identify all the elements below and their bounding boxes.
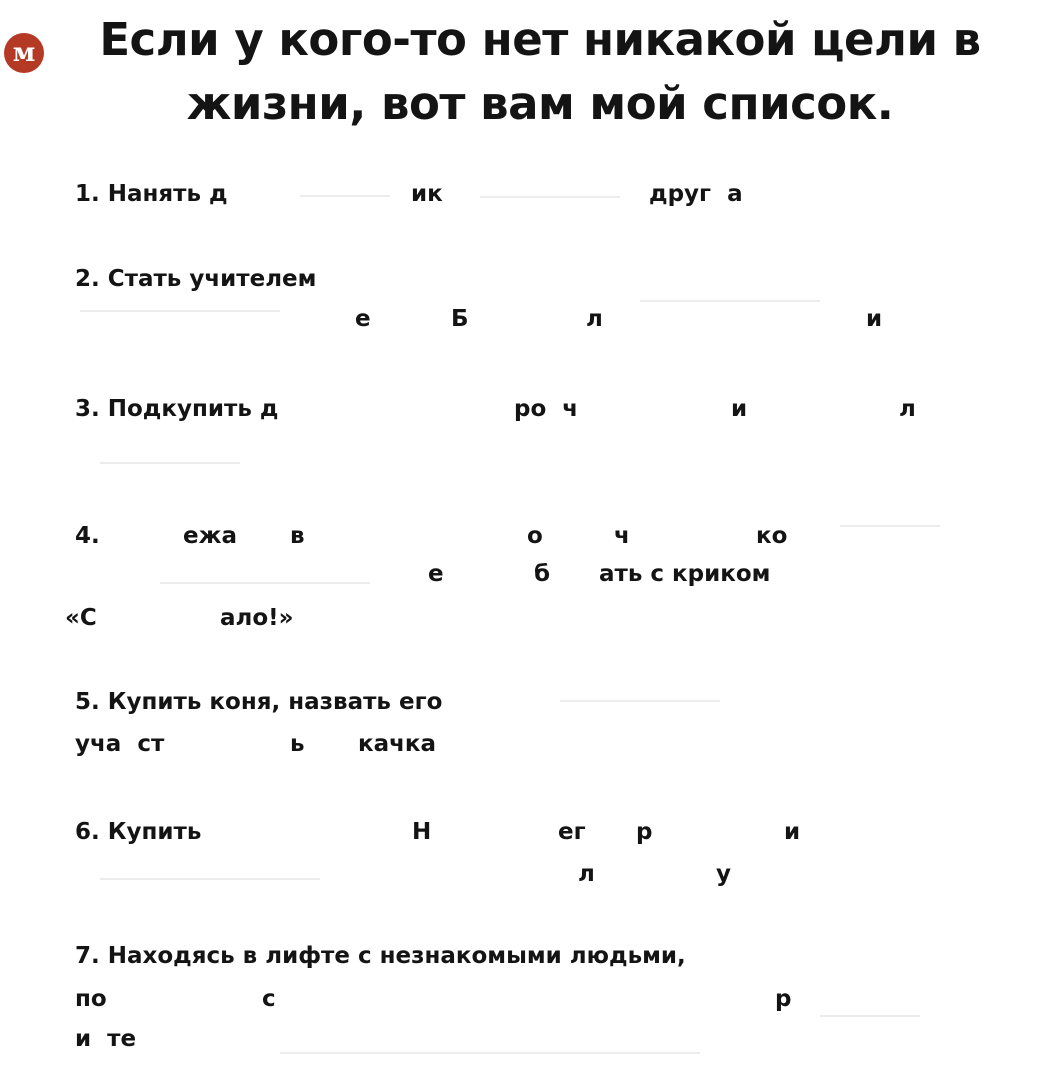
list-item-4-text: е [428, 561, 444, 587]
faded-text [560, 700, 720, 702]
list-item-7-text: по [75, 986, 107, 1012]
list-item-3-text: и [731, 396, 748, 422]
faded-text [100, 878, 320, 880]
list-item-5-text: ь [290, 731, 305, 757]
list-item-4-text: в [290, 523, 305, 549]
list-item-2-text: е [355, 306, 371, 332]
faded-text [480, 196, 620, 198]
list-item-4-text: ко [756, 523, 788, 549]
list-item-5-text: 5. Купить коня, назвать его [75, 689, 443, 715]
list-item-6-text: и [784, 819, 801, 845]
list-item-1-text: ик [411, 181, 443, 207]
list-item-6-text: л [578, 861, 595, 887]
list-item-5-text: уча ст [75, 731, 165, 757]
faded-text [840, 525, 940, 527]
list-item-4-text: ежа [183, 523, 238, 549]
list-item-5-text: качка [358, 731, 437, 757]
list-item-6-text: р [636, 819, 653, 845]
faded-text [100, 462, 240, 464]
title-line-1: Если у кого-то нет никакой цели в [99, 13, 981, 66]
list-item-7-text: р [775, 986, 792, 1012]
logo-icon: м [4, 33, 44, 73]
list-item-4-text: ч [614, 523, 630, 549]
list-item-4-text: «С [65, 605, 97, 631]
list-item-1-text: 1. Нанять д [75, 181, 228, 207]
list-item-6-text: ег [558, 819, 586, 845]
title-line-2: жизни, вот вам мой список. [186, 77, 894, 130]
list-item-3-text: ро ч [514, 396, 579, 422]
list-item-2-text: л [586, 306, 603, 332]
list-item-3-text: л [899, 396, 916, 422]
list-item-4-text: ало!» [220, 605, 294, 631]
faded-text [280, 1052, 700, 1054]
list-item-4-text: о [527, 523, 543, 549]
page-title [60, 8, 1020, 136]
list-item-4-text: 4. [75, 523, 100, 549]
list-item-2-text: Б [451, 306, 469, 332]
list-item-6-text: у [716, 861, 731, 887]
list-item-2-text: 2. Стать учителем [75, 266, 317, 292]
faded-text [80, 310, 280, 312]
list-item-6-text: 6. Купить [75, 819, 202, 845]
list-item-4-text: ать с криком [599, 561, 771, 587]
list-item-3-text: 3. Подкупить д [75, 396, 279, 422]
faded-text [640, 300, 820, 302]
list-item-2-text: и [866, 306, 883, 332]
list-item-4-text: б [534, 561, 551, 587]
list-item-7-text: 7. Находясь в лифте с незнакомыми людьми, [75, 943, 686, 969]
faded-text [160, 582, 370, 584]
list-item-6-text: Н [412, 819, 432, 845]
list-item-7-text: с [262, 986, 276, 1012]
faded-text [820, 1015, 920, 1017]
faded-text [300, 195, 390, 197]
list-item-1-text: друг а [649, 181, 743, 207]
list-item-7-text: и те [75, 1026, 137, 1052]
